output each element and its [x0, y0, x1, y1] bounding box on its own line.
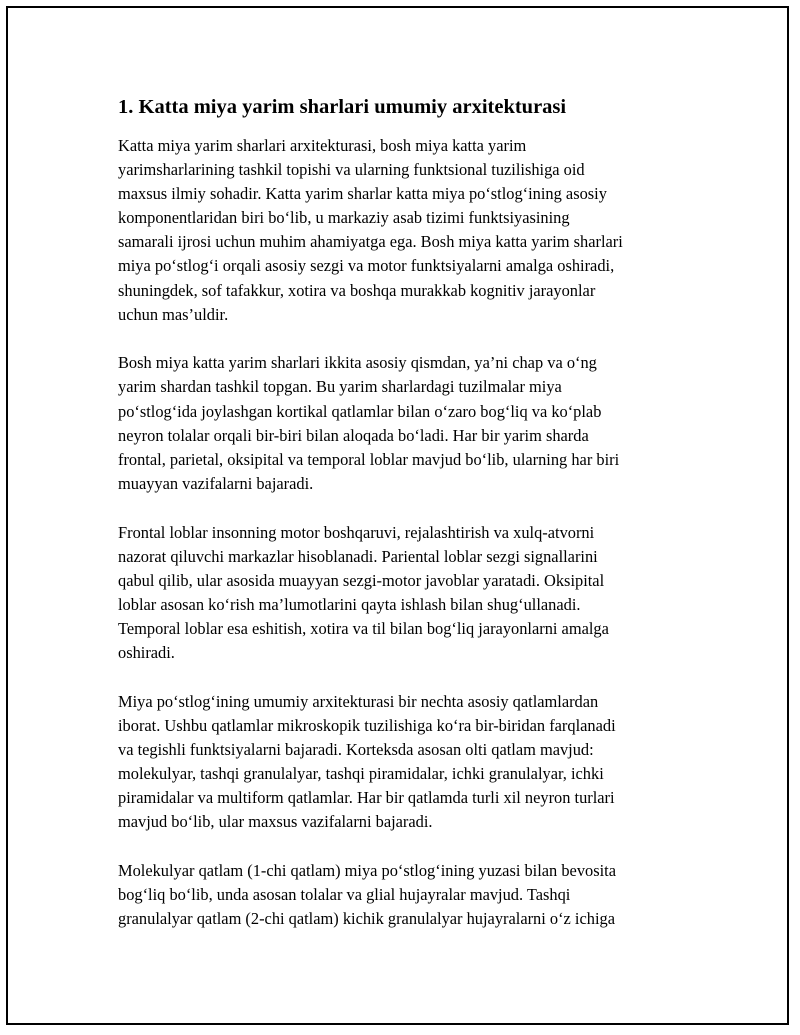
text-line: neyron tolalar orqali bir-biri bilan aloqada boʻladi. Har bir yarim sharda — [118, 425, 589, 445]
text-line: Miya poʻstlogʻining umumiy arxitekturasi bir nechta asosiy qatlamlardan — [118, 691, 599, 711]
text-line: bogʻliq boʻlib, unda asosan tolalar va glial hujayralar mavjud. Tashqi — [118, 884, 571, 904]
paragraph-1 — [118, 134, 698, 327]
text-line: frontal, parietal, oksipital va temporal loblar mavjud boʻlib, ularning har biri — [118, 449, 620, 469]
text-line: Katta miya yarim sharlari arxitekturasi, bosh miya katta yarim — [118, 136, 527, 155]
text-line: oshiradi. — [118, 642, 175, 662]
text-line: uchun mas’uldir. — [118, 304, 229, 324]
text-line: granulalyar qatlam (2-chi qatlam) kichik granulalyar hujayralarni oʻz ichiga — [118, 909, 615, 928]
text-line: Bosh miya katta yarim sharlari ikkita asosiy qismdan, ya’ni chap va oʻng — [118, 353, 597, 373]
section-heading: 1. Katta miya yarim sharlari umumiy arxitekturasi — [118, 96, 567, 118]
text-line: komponentlaridan biri boʻlib, u markaziy asab tizimi funktsiyasining — [118, 208, 570, 228]
paragraph-2 — [118, 351, 698, 496]
paragraph-4 — [118, 690, 698, 835]
text-line: qabul qilib, ular asosida muayyan sezgi-motor javoblar yaratadi. Oksipital — [118, 570, 605, 590]
text-line: miya poʻstlogʻi orqali asosiy sezgi va motor funktsiyalarni amalga oshiradi, — [118, 256, 615, 276]
paragraph-5 — [118, 859, 698, 931]
document-body — [118, 94, 698, 956]
text-line: Frontal loblar insonning motor boshqaruvi, rejalashtirish va xulq-atvorni — [118, 522, 595, 542]
text-line: poʻstlogʻida joylashgan kortikal qatlamlar bilan oʻzaro bogʻliq va koʻplab — [118, 401, 602, 421]
text-line: nazorat qiluvchi markazlar hisoblanadi. Pariental loblar sezgi signallarini — [118, 546, 598, 566]
text-line: va tegishli funktsiyalarni bajaradi. Korteksda asosan olti qatlam mavjud: — [118, 739, 594, 759]
text-line: Temporal loblar esa eshitish, xotira va til bilan bogʻliq jarayonlarni amalga — [118, 618, 609, 638]
text-line: Molekulyar qatlam (1-chi qatlam) miya poʻstlogʻining yuzasi bilan bevosita — [118, 860, 616, 880]
text-line: yarimsharlarining tashkil topishi va ularning funktsional tuzilishiga oid — [118, 160, 585, 180]
text-line: yarim shardan tashkil topgan. Bu yarim sharlardagi tuzilmalar miya — [118, 377, 562, 397]
text-line: muayyan vazifalarni bajaradi. — [118, 473, 314, 493]
text-line: shuningdek, sof tafakkur, xotira va boshqa murakkab kognitiv jarayonlar — [118, 280, 596, 300]
text-line: piramidalar va multiform qatlamlar. Har bir qatlamda turli xil neyron turlari — [118, 788, 615, 808]
text-line: iborat. Ushbu qatlamlar mikroskopik tuzilishiga koʻra bir-biridan farqlanadi — [118, 715, 616, 735]
text-line: samarali ijrosi uchun muhim ahamiyatga ega. Bosh miya katta yarim sharlari — [118, 232, 623, 252]
text-line: maxsus ilmiy sohadir. Katta yarim sharlar katta miya poʻstlogʻining asosiy — [118, 184, 607, 204]
paragraph-3 — [118, 521, 698, 666]
text-line: loblar asosan koʻrish ma’lumotlarini qayta ishlash bilan shugʻullanadi. — [118, 594, 581, 614]
text-line: mavjud boʻlib, ular maxsus vazifalarni bajaradi. — [118, 812, 433, 832]
text-line: molekulyar, tashqi granulalyar, tashqi piramidalar, ichki granulalyar, ichki — [118, 763, 604, 783]
